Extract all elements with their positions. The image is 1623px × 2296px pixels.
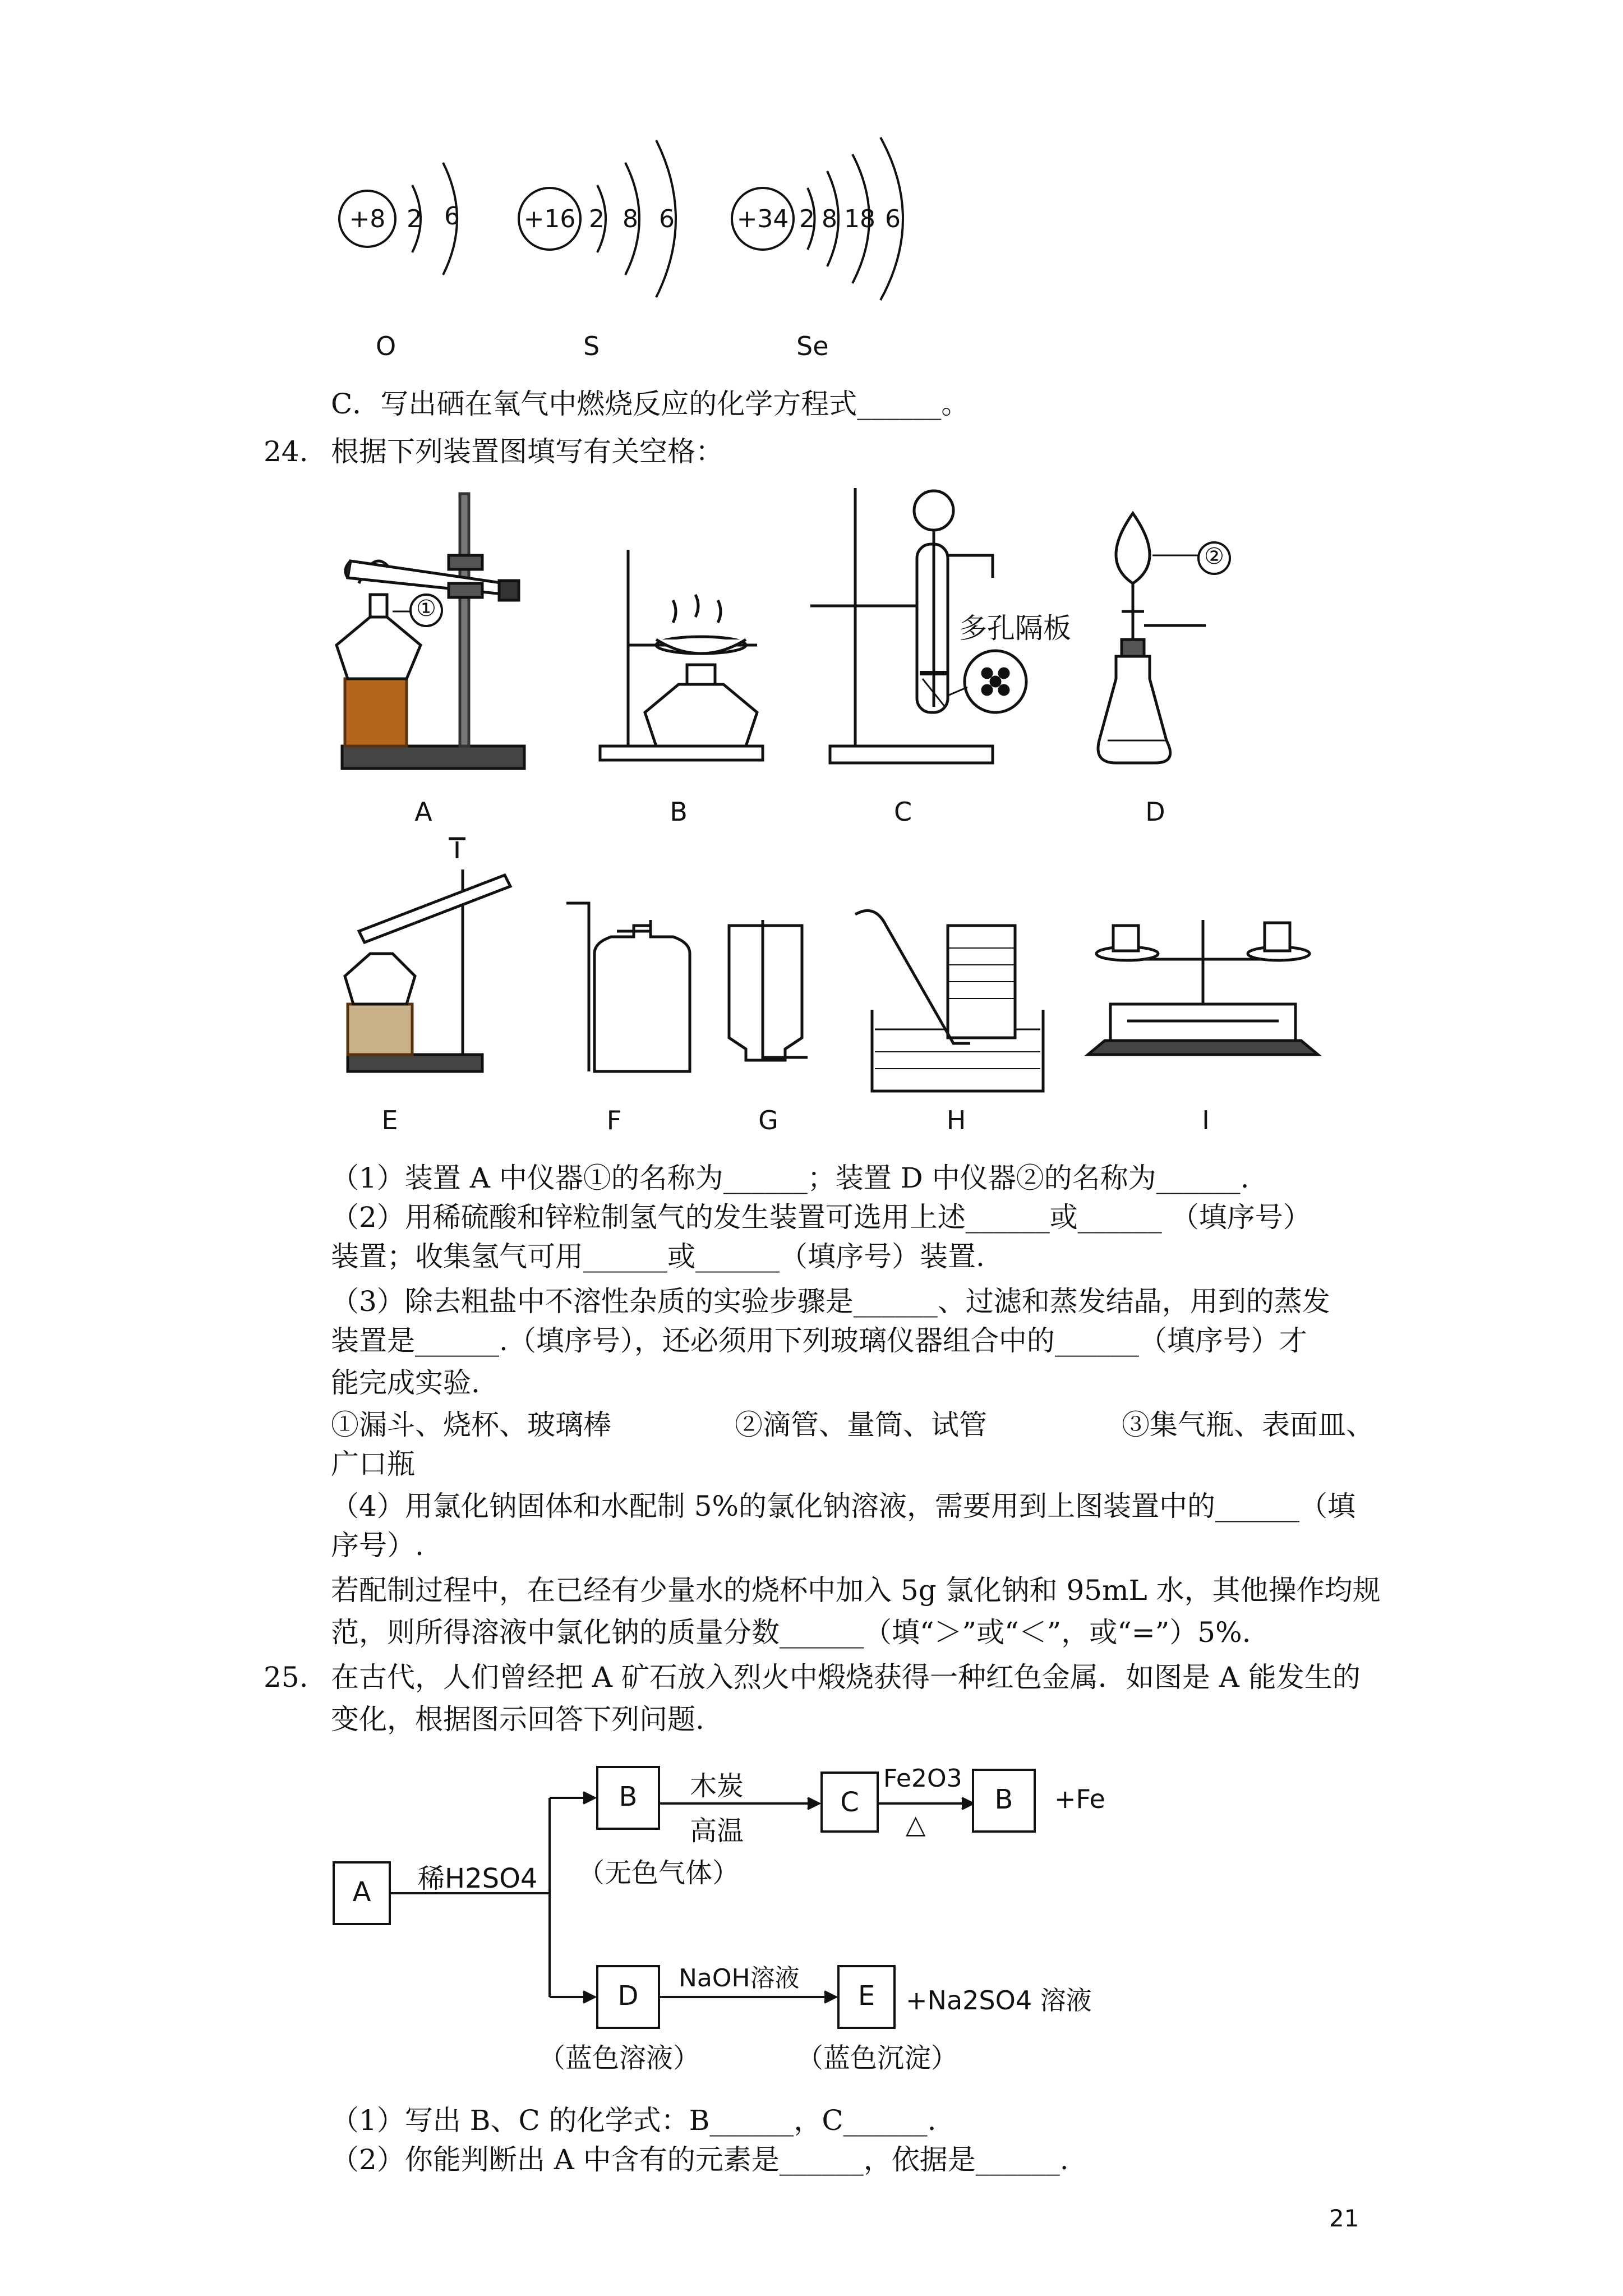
flow-box-c: C	[840, 1787, 859, 1818]
flow-heat: △	[906, 1809, 926, 1839]
marker-1: ①	[416, 596, 436, 622]
flow-high-temp: 高温	[690, 1815, 744, 1847]
q24-line-14: 范，则所得溶液中氯化钠的质量分数______（填“＞”或“＜”，或“=”）5%.	[331, 1616, 1251, 1649]
atom-o-shell-1: 2	[407, 205, 422, 233]
q24-number: 24.	[264, 435, 308, 468]
porous-plate-label: 多孔隔板	[959, 612, 1071, 645]
q24-line-2: （2）用稀硫酸和锌粒制氢气的发生装置可选用上述______或______ （填序号）	[331, 1201, 1311, 1234]
q25-sub-2: （2）你能判断出 A 中含有的元素是______，依据是______.	[331, 2143, 1069, 2176]
flow-charcoal: 木炭	[690, 1770, 744, 1802]
flow-b-note: （无色气体）	[578, 1857, 740, 1889]
atom-se-shell-3: 18	[844, 205, 875, 233]
q25-number: 25.	[264, 1661, 308, 1694]
q24-line-13: 若配制过程中，在已经有少量水的烧杯中加入 5g 氯化钠和 95mL 水，其他操作均规	[331, 1574, 1381, 1607]
label-h: H	[946, 1105, 966, 1135]
flow-box-b: B	[619, 1781, 638, 1812]
q25-line-1: 在古代，人们曾经把 A 矿石放入烈火中煅烧获得一种红色金属．如图是 A 能发生的	[331, 1661, 1361, 1694]
atom-se-shell-4: 6	[885, 205, 901, 233]
label-a: A	[414, 797, 432, 827]
flow-fe2o3: Fe2O3	[883, 1764, 962, 1793]
q24-line-1: （1）装置 A 中仪器①的名称为______；装置 D 中仪器②的名称为______.	[331, 1162, 1249, 1194]
q24-option-1: ①漏斗、烧杯、玻璃棒	[331, 1409, 611, 1441]
label-i: I	[1202, 1105, 1210, 1135]
flow-box-a: A	[352, 1876, 371, 1908]
atom-se-shell-1: 2	[799, 205, 815, 233]
flow-naoh: NaOH溶液	[679, 1964, 800, 1993]
atom-s-shell-2: 8	[623, 205, 638, 233]
page-number: 21	[1329, 2205, 1359, 2232]
q24-line-11: （4）用氯化钠固体和水配制 5%的氯化钠溶液，需要用到上图装置中的______（填	[331, 1490, 1356, 1522]
flow-plus-fe: +Fe	[1054, 1784, 1105, 1814]
flow-box-e: E	[857, 1980, 875, 2012]
q24-option-3: ③集气瓶、表面皿、	[1122, 1409, 1374, 1441]
atom-o-symbol: O	[376, 331, 396, 361]
q24-line-3: 装置；收集氢气可用______或______（填序号）装置.	[331, 1240, 985, 1273]
label-g: G	[758, 1105, 778, 1135]
q24-line-4: （3）除去粗盐中不溶性杂质的实验步骤是______、过滤和蒸发结晶，用到的蒸发	[331, 1285, 1330, 1318]
atom-s-nucleus: +16	[523, 205, 576, 233]
atom-s-shell-3: 6	[659, 205, 675, 233]
atom-se-nucleus: +34	[736, 205, 789, 233]
q24-stem: 根据下列装置图填写有关空格：	[331, 435, 723, 468]
atom-o-shell-2: 6	[444, 202, 460, 231]
marker-2: ②	[1204, 544, 1224, 569]
q24-line-12: 序号）.	[331, 1529, 424, 1562]
flow-plus-na2so4: +Na2SO4 溶液	[906, 1985, 1092, 2016]
atom-s-symbol: S	[583, 331, 600, 361]
label-c: C	[893, 797, 912, 827]
flow-e-note: （蓝色沉淀）	[796, 2042, 958, 2074]
flow-d-note: （蓝色溶液）	[538, 2042, 700, 2074]
flow-box-d: D	[617, 1980, 639, 2012]
label-f: F	[606, 1105, 622, 1135]
atom-o-nucleus: +8	[349, 205, 386, 233]
q24-option-2: ②滴管、量筒、试管	[735, 1409, 987, 1441]
atom-se-symbol: Se	[796, 331, 829, 361]
q25-line-2: 变化，根据图示回答下列问题.	[331, 1703, 704, 1736]
q23-part-c: C．写出硒在氧气中燃烧反应的化学方程式______。	[331, 388, 970, 420]
flow-acid: 稀H2SO4	[418, 1863, 538, 1894]
flow-box-b-2: B	[994, 1784, 1013, 1815]
atom-s-shell-1: 2	[589, 205, 605, 233]
atom-se-shell-2: 8	[822, 205, 837, 233]
q24-line-5: 装置是______.（填序号），还必须用下列玻璃仪器组合中的______（填序号）才	[331, 1324, 1307, 1357]
label-b: B	[670, 797, 688, 827]
label-e: E	[381, 1105, 398, 1135]
q24-line-6: 能完成实验.	[331, 1366, 480, 1399]
label-d: D	[1145, 797, 1165, 827]
q25-sub-1: （1）写出 B、C 的化学式：B______，C______.	[331, 2104, 937, 2137]
q24-option-3-cont: 广口瓶	[331, 1448, 415, 1480]
